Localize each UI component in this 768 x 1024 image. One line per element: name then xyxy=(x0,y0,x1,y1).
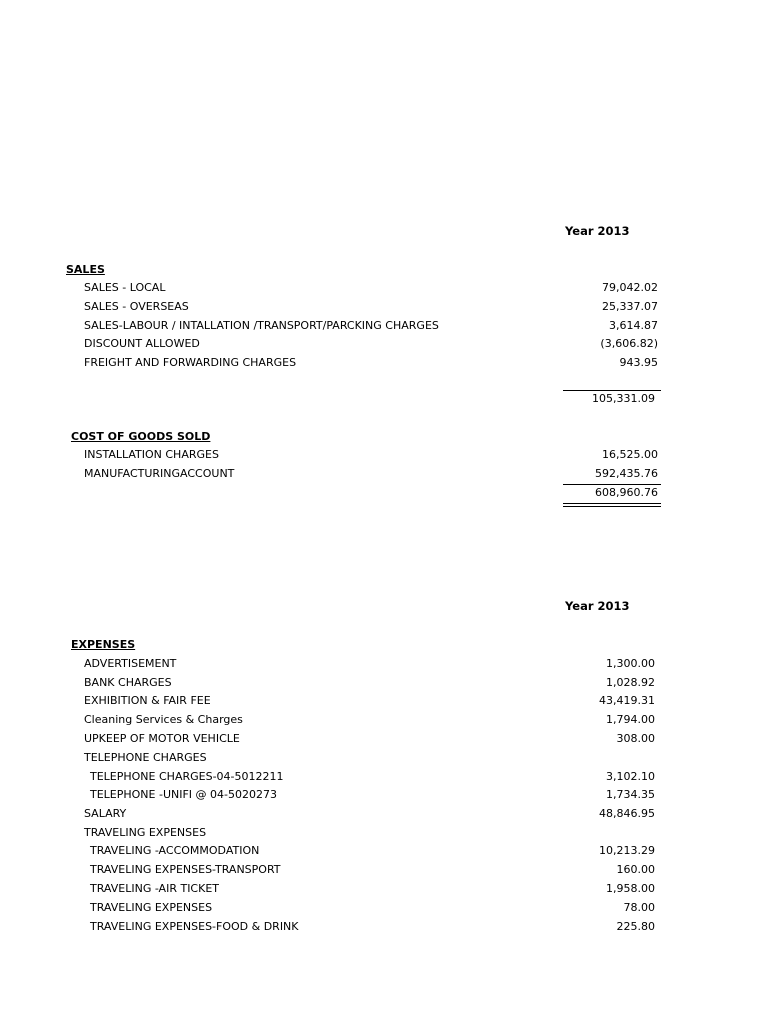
expense-item-amount: 78.00 xyxy=(623,901,655,914)
expense-item-amount: 1,028.92 xyxy=(606,676,655,689)
sales-subtotal-rule xyxy=(563,390,661,391)
expense-item-amount: 1,734.35 xyxy=(606,788,655,801)
sales-item-amount: 79,042.02 xyxy=(602,281,658,294)
cogs-double-rule-top xyxy=(563,503,661,504)
expense-item-label: TRAVELING EXPENSES xyxy=(90,901,213,914)
expense-item-amount: 3,102.10 xyxy=(606,770,655,783)
year-header-2: Year 2013 xyxy=(565,599,630,613)
expense-item-label: UPKEEP OF MOTOR VEHICLE xyxy=(84,732,240,745)
expense-item-label: TRAVELING EXPENSES-FOOD & DRINK xyxy=(90,920,299,933)
expense-item-label: TELEPHONE CHARGES-04-5012211 xyxy=(90,770,284,783)
cogs-double-rule-bottom xyxy=(563,506,661,507)
sales-item-amount: 3,614.87 xyxy=(609,319,658,332)
expense-item-amount: 160.00 xyxy=(616,863,655,876)
expense-item-amount: 1,300.00 xyxy=(606,657,655,670)
cogs-item-label: MANUFACTURINGACCOUNT xyxy=(84,467,235,480)
sales-item-label: SALES - LOCAL xyxy=(84,281,166,294)
sales-item-label: FREIGHT AND FORWARDING CHARGES xyxy=(84,356,297,369)
sales-item-amount: (3,606.82) xyxy=(600,337,658,350)
expense-item-label: Cleaning Services & Charges xyxy=(84,713,243,726)
sales-item-label: SALES-LABOUR / INTALLATION /TRANSPORT/PARCKING CHARGES xyxy=(84,319,439,332)
expense-item-amount: 43,419.31 xyxy=(599,694,655,707)
cogs-total: 608,960.76 xyxy=(595,486,658,499)
year-header-1: Year 2013 xyxy=(565,224,630,238)
cogs-item-amount: 16,525.00 xyxy=(602,448,658,461)
expense-item-amount: 10,213.29 xyxy=(599,844,655,857)
expense-item-label: TRAVELING -AIR TICKET xyxy=(90,882,219,895)
cogs-item-amount: 592,435.76 xyxy=(595,467,658,480)
expense-item-amount: 308.00 xyxy=(616,732,655,745)
expense-item-amount: 48,846.95 xyxy=(599,807,655,820)
expenses-heading: EXPENSES xyxy=(71,638,136,651)
sales-total: 105,331.09 xyxy=(592,392,655,405)
sales-item-amount: 943.95 xyxy=(619,356,658,369)
expense-group-label: TRAVELING EXPENSES xyxy=(84,826,207,839)
cogs-heading: COST OF GOODS SOLD xyxy=(71,430,211,443)
expense-item-label: TELEPHONE -UNIFI @ 04-5020273 xyxy=(90,788,277,801)
sales-item-amount: 25,337.07 xyxy=(602,300,658,313)
expense-item-amount: 225.80 xyxy=(616,920,655,933)
expense-item-amount: 1,958.00 xyxy=(606,882,655,895)
cogs-item-label: INSTALLATION CHARGES xyxy=(84,448,219,461)
expense-item-label: EXHIBITION & FAIR FEE xyxy=(84,694,211,707)
expense-item-label: TRAVELING EXPENSES-TRANSPORT xyxy=(90,863,281,876)
sales-heading: SALES xyxy=(66,263,105,276)
sales-item-label: DISCOUNT ALLOWED xyxy=(84,337,200,350)
expense-item-label: ADVERTISEMENT xyxy=(84,657,177,670)
expense-item-label: TRAVELING -ACCOMMODATION xyxy=(90,844,260,857)
expense-item-amount: 1,794.00 xyxy=(606,713,655,726)
expense-item-label: SALARY xyxy=(84,807,127,820)
sales-item-label: SALES - OVERSEAS xyxy=(84,300,189,313)
expense-group-label: TELEPHONE CHARGES xyxy=(84,751,207,764)
expense-item-label: BANK CHARGES xyxy=(84,676,172,689)
cogs-subtotal-rule xyxy=(563,484,661,485)
